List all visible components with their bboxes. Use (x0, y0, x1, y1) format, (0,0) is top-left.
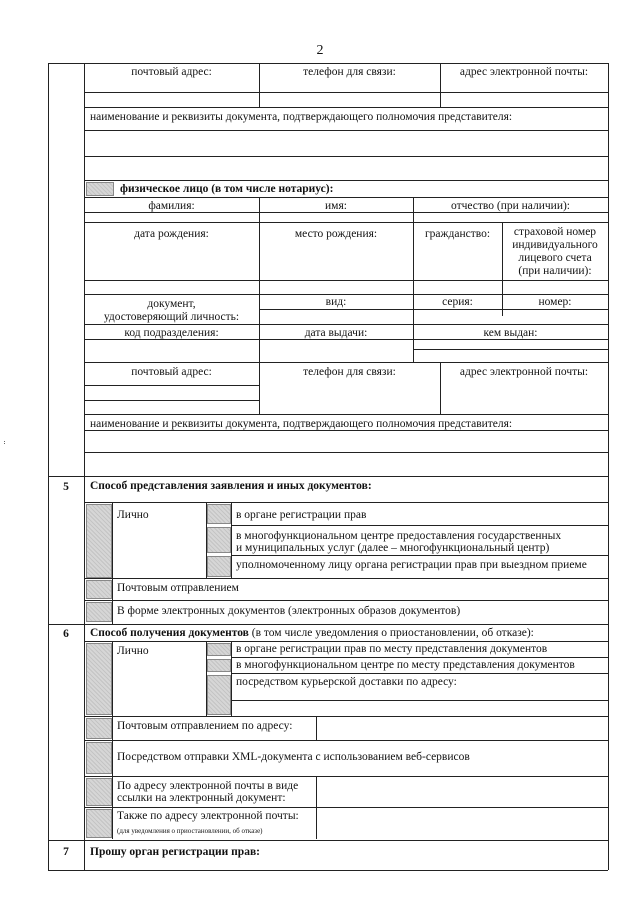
doc-number-label: номер: (538, 296, 572, 308)
section-6-number: 6 (63, 628, 69, 640)
individual-title: физическое лицо (в том числе нотариус): (120, 183, 334, 195)
receive-courier-checkbox[interactable] (207, 675, 231, 715)
receive-registry-checkbox[interactable] (207, 643, 231, 656)
also-email-label: Также по адресу электронной почты: (117, 810, 299, 822)
mfc-checkbox[interactable] (207, 527, 231, 553)
birth-place-label: место рождения: (294, 228, 378, 240)
section-6-title (90, 627, 534, 640)
snils-label-4: (при наличии): (518, 265, 592, 277)
mfc-label-1: в многофункциональном центре предоставления государственных (236, 530, 562, 542)
person-postal-label: почтовый адрес: (131, 366, 212, 378)
registry-office-checkbox[interactable] (207, 504, 231, 524)
section-7-number: 7 (63, 846, 69, 858)
field-visit-label: уполномоченному лицу органа регистрации прав при выездном приеме (236, 559, 587, 571)
citizenship-label: гражданство: (424, 228, 491, 240)
doc-type-label: вид: (325, 296, 347, 308)
receive-courier-label: посредством курьерской доставки по адресу: (236, 676, 457, 688)
section-5-title: Способ представления заявления и иных документов: (90, 480, 372, 492)
electronic-label: В форме электронных документов (электронных образов документов) (117, 605, 461, 617)
also-email-checkbox[interactable] (86, 809, 112, 838)
receive-personal-checkbox[interactable] (86, 643, 112, 715)
individual-checkbox[interactable] (86, 182, 114, 196)
receive-mfc-label: в многофункциональном центре по месту представления документов (236, 659, 575, 671)
receive-mail-label: Почтовым отправлением по адресу: (117, 720, 293, 732)
also-email-note: (для уведомления о приостановлении, об отказе) (117, 827, 263, 835)
section-7-title: Прошу орган регистрации прав: (90, 846, 260, 858)
person-email-label: адрес электронной почты: (459, 366, 589, 378)
id-doc-label-2: удостоверяющий личность: (103, 311, 240, 323)
phone-label: телефон для связи: (303, 66, 396, 78)
xml-label: Посредством отправки XML-документа с использованием веб-сервисов (117, 751, 470, 763)
receive-personal-label: Лично (117, 645, 149, 657)
email-link-label-1: По адресу электронной почты в виде (117, 780, 299, 792)
receive-registry-label: в органе регистрации прав по месту представления документов (236, 643, 548, 655)
field-visit-checkbox[interactable] (207, 556, 231, 577)
email-link-checkbox[interactable] (86, 778, 112, 806)
person-phone-label: телефон для связи: (303, 366, 396, 378)
page-number: 2 (316, 43, 324, 58)
section-6-title-bold: Способ получения документов (90, 627, 249, 639)
snils-label-1: страховой номер (513, 226, 597, 238)
birth-date-label: дата рождения: (134, 228, 209, 240)
mfc-label-2: и муниципальных услуг (далее – многофункциональный центр) (236, 542, 550, 554)
patronymic-label: отчество (при наличии): (450, 200, 571, 212)
snils-label-2: индивидуального (512, 239, 598, 251)
xml-checkbox[interactable] (86, 742, 112, 774)
mail-label: Почтовым отправлением (117, 582, 239, 594)
electronic-checkbox[interactable] (86, 602, 112, 622)
personal-label: Лично (117, 509, 149, 521)
registry-office-label: в органе регистрации прав (236, 509, 367, 521)
section-6-title-rest: (в том числе уведомления о приостановлении, об отказе): (248, 627, 534, 639)
receive-mail-checkbox[interactable] (86, 718, 112, 739)
email-link-label-2: ссылки на электронный документ: (117, 792, 286, 804)
dept-code-label: код подразделения: (124, 327, 219, 339)
snils-label-3: лицевого счета (518, 252, 592, 264)
name-label: имя: (325, 200, 347, 212)
issued-by-label: кем выдан: (483, 327, 538, 339)
email-label: адрес электронной почты: (459, 66, 589, 78)
postal-address-label: почтовый адрес: (131, 66, 212, 78)
doc-series-label: серия: (442, 296, 473, 308)
id-doc-label-1: документ, (147, 298, 196, 310)
receive-mfc-checkbox[interactable] (207, 659, 231, 672)
issue-date-label: дата выдачи: (304, 327, 368, 339)
margin-mark (4, 441, 8, 444)
person-authority-doc-label: наименование и реквизиты документа, подтверждающего полномочия представителя: (90, 418, 513, 430)
surname-label: фамилия: (148, 200, 195, 212)
mail-checkbox[interactable] (86, 580, 112, 599)
personal-checkbox[interactable] (86, 504, 112, 578)
section-5-number: 5 (63, 481, 69, 493)
authority-doc-label: наименование и реквизиты документа, подтверждающего полномочия представителя: (90, 111, 513, 123)
